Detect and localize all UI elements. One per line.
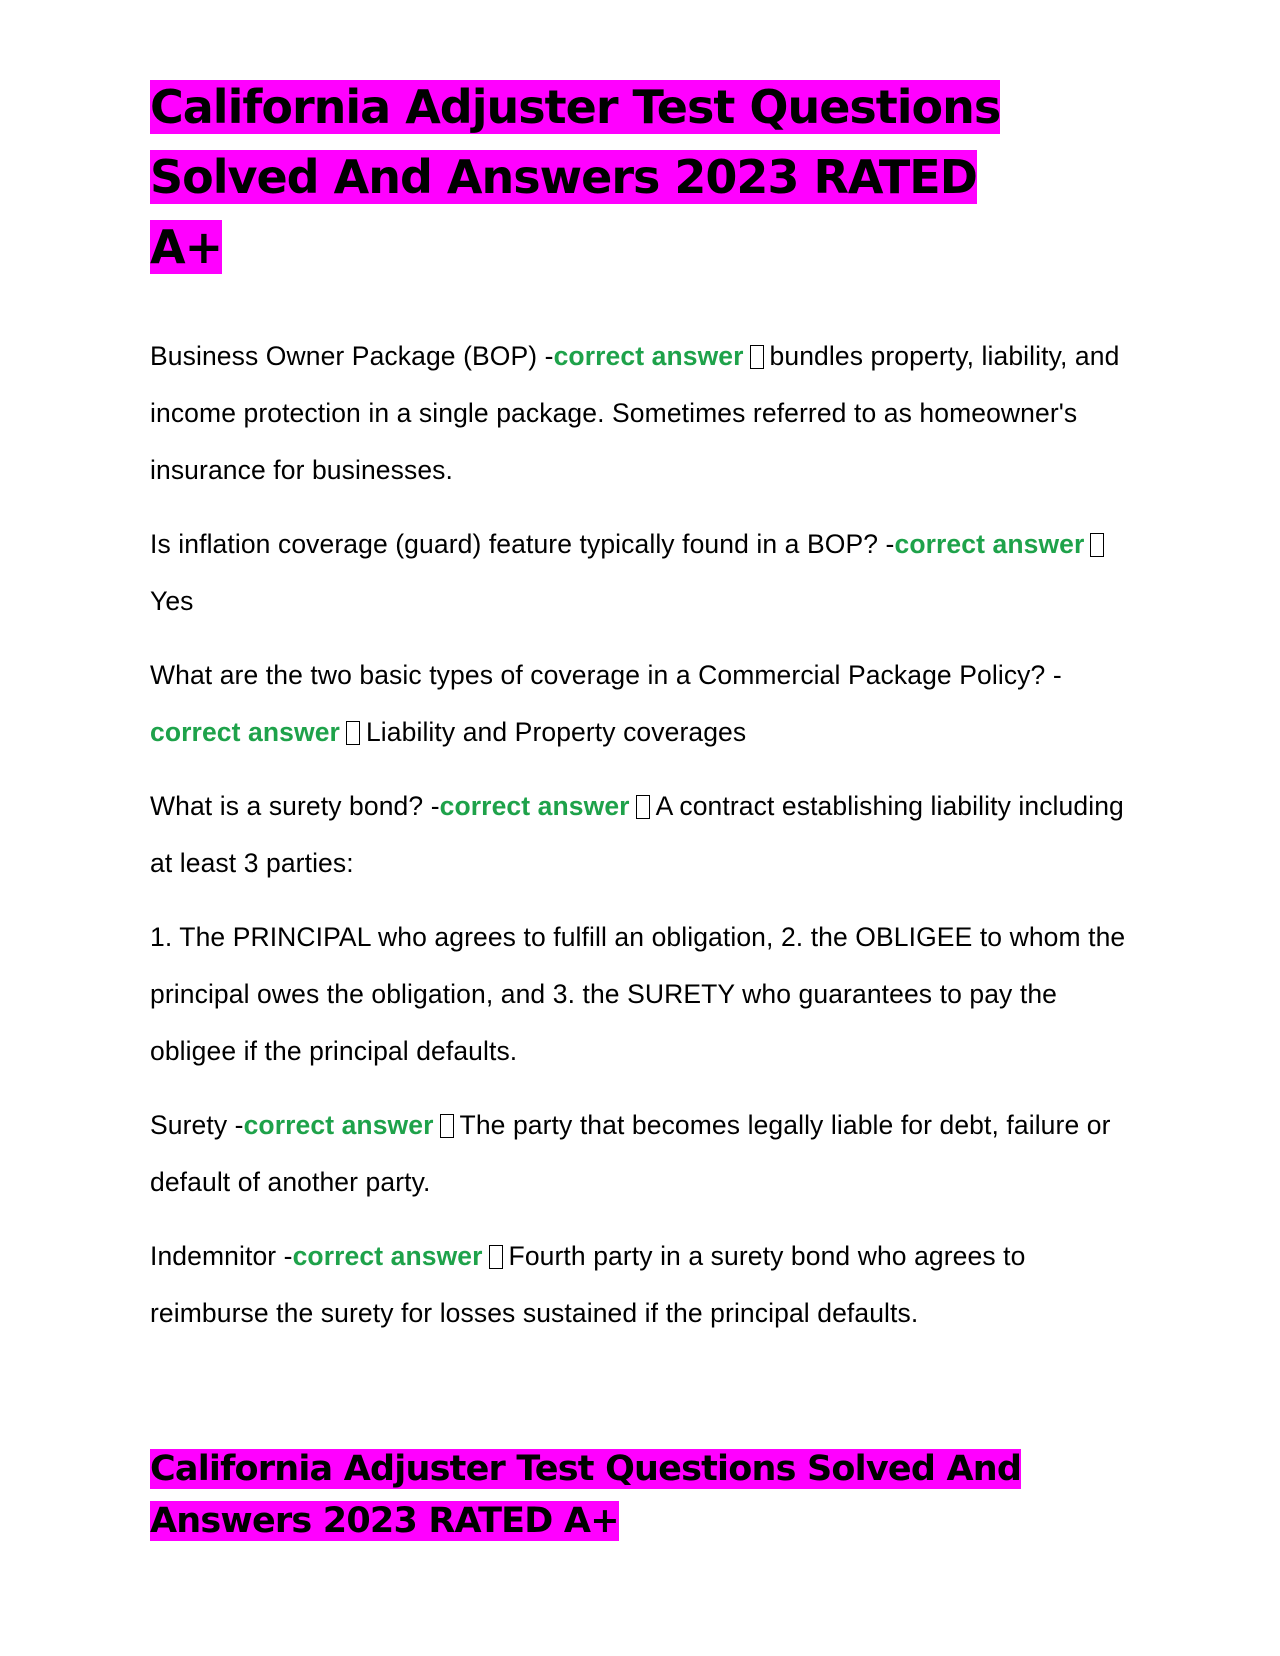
correct-answer-label: correct answer bbox=[439, 791, 630, 821]
answer-text: A contract establishing liability including at least 3 parties: bbox=[150, 791, 1124, 878]
qa-entry bbox=[150, 1228, 1130, 1342]
footer-title-highlight: California Adjuster Test Questions Solved And Answers 2023 RATED A+ bbox=[150, 1449, 1022, 1541]
correct-answer-label: correct answer bbox=[150, 717, 340, 747]
missing-glyph-box-icon bbox=[636, 795, 650, 819]
qa-entry bbox=[150, 328, 1130, 499]
correct-answer-label: correct answer bbox=[292, 1241, 483, 1271]
correct-answer-label: correct answer bbox=[894, 529, 1085, 559]
document-page bbox=[150, 72, 1130, 1359]
question-text: What are the two basic types of coverage in a Commercial Package Policy? - bbox=[150, 660, 1062, 690]
continuation-text: 1. The PRINCIPAL who agrees to fulfill an obligation, 2. the OBLIGEE to whom the principal owes the obligation, and 3. the SURETY who guarantees to pay the obligee if the principal defaults. bbox=[150, 922, 1126, 1066]
answer-text: Fourth party in a surety bond who agrees to reimburse the surety for losses sustained if the principal defaults. bbox=[150, 1241, 1026, 1328]
missing-glyph-box-icon bbox=[346, 721, 360, 745]
correct-answer-label: correct answer bbox=[243, 1110, 434, 1140]
question-text: What is a surety bond? - bbox=[150, 791, 440, 821]
qa-entry bbox=[150, 1097, 1130, 1211]
missing-glyph-box-icon bbox=[750, 345, 764, 369]
qa-list bbox=[150, 328, 1130, 1342]
qa-entry bbox=[150, 516, 1130, 630]
title-highlight: California Adjuster Test Questions Solved And Answers 2023 RATED A+ bbox=[150, 80, 1001, 274]
footer-title-block bbox=[150, 1443, 1130, 1547]
missing-glyph-box-icon bbox=[1090, 533, 1104, 557]
question-text: Surety - bbox=[150, 1110, 244, 1140]
missing-glyph-box-icon bbox=[489, 1245, 503, 1269]
qa-continuation bbox=[150, 909, 1130, 1080]
missing-glyph-box-icon bbox=[440, 1114, 454, 1138]
answer-text: Yes bbox=[150, 586, 194, 616]
footer-title bbox=[150, 1443, 1130, 1547]
answer-text: Liability and Property coverages bbox=[365, 717, 747, 747]
qa-entry bbox=[150, 778, 1130, 892]
correct-answer-label: correct answer bbox=[553, 341, 744, 371]
document-title bbox=[150, 72, 1050, 282]
qa-entry bbox=[150, 647, 1130, 761]
question-text: Is inflation coverage (guard) feature typically found in a BOP? - bbox=[150, 529, 895, 559]
answer-text: The party that becomes legally liable for debt, failure or default of another party. bbox=[150, 1110, 1111, 1197]
question-text: Indemnitor - bbox=[150, 1241, 293, 1271]
answer-text: bundles property, liability, and income protection in a single package. Sometimes referred to as homeowner's insurance for businesses. bbox=[150, 341, 1120, 485]
question-text: Business Owner Package (BOP) - bbox=[150, 341, 554, 371]
